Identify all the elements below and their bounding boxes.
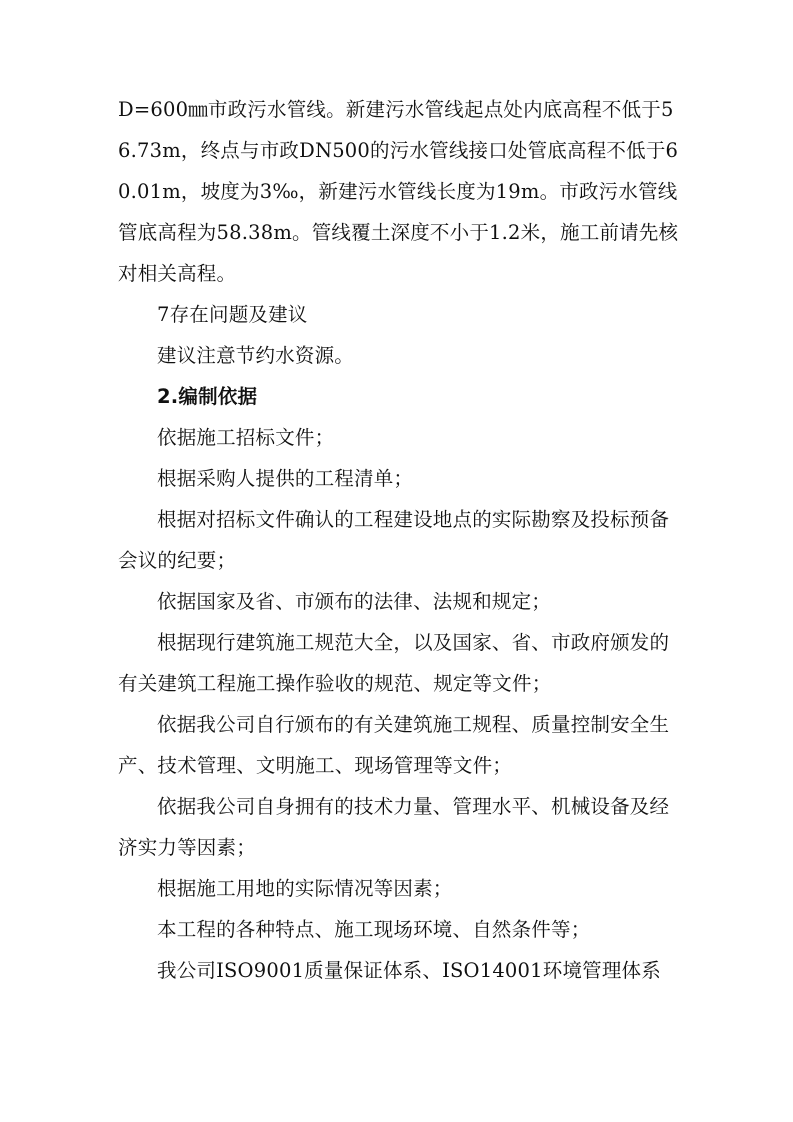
basis-item-iso-systems: 我公司ISO9001质量保证体系、ISO14001环境管理体系 xyxy=(157,959,661,982)
basis-item-building-codes: 根据现行建筑施工规范大全，以及国家、省、市政府颁发的有关建筑工程施工操作验收的规范、规定等文件； xyxy=(118,631,670,695)
basis-item-site-survey: 根据对招标文件确认的工程建设地点的实际勘察及投标预备会议的纪要； xyxy=(118,508,670,572)
basis-item-company-rules: 依据我公司自行颁布的有关建筑施工规程、质量控制安全生产、技术管理、文明施工、现场管理等文件； xyxy=(118,713,670,777)
paragraph-issues-title: 7存在问题及建议 xyxy=(157,303,308,326)
basis-item-tender-docs: 依据施工招标文件； xyxy=(157,426,335,449)
paragraph-sewer-elevations: D=600㎜市政污水管线。新建污水管线起点处内底高程不低于56.73m，终点与市政DN500的污水管线接口处管底高程不低于60.01m，坡度为3‰，新建污水管线长度为19m。市政污水管线管底高程为58.38m。管线覆土深度不小于1.2米，施工前请先核对相关高程。 xyxy=(118,98,679,285)
section-heading-basis: 2.编制依据 xyxy=(157,385,258,408)
basis-item-project-features: 本工程的各种特点、施工现场环境、自然条件等； xyxy=(157,918,591,941)
basis-item-bill-of-quantities: 根据采购人提供的工程清单； xyxy=(157,467,414,490)
basis-item-site-conditions: 根据施工用地的实际情况等因素； xyxy=(157,877,453,900)
document-page xyxy=(118,89,680,991)
basis-item-laws: 依据国家及省、市颁布的法律、法规和规定； xyxy=(157,590,552,613)
basis-item-company-capacity: 依据我公司自身拥有的技术力量、管理水平、机械设备及经济实力等因素； xyxy=(118,795,670,859)
paragraph-water-saving: 建议注意节约水资源。 xyxy=(157,344,355,367)
